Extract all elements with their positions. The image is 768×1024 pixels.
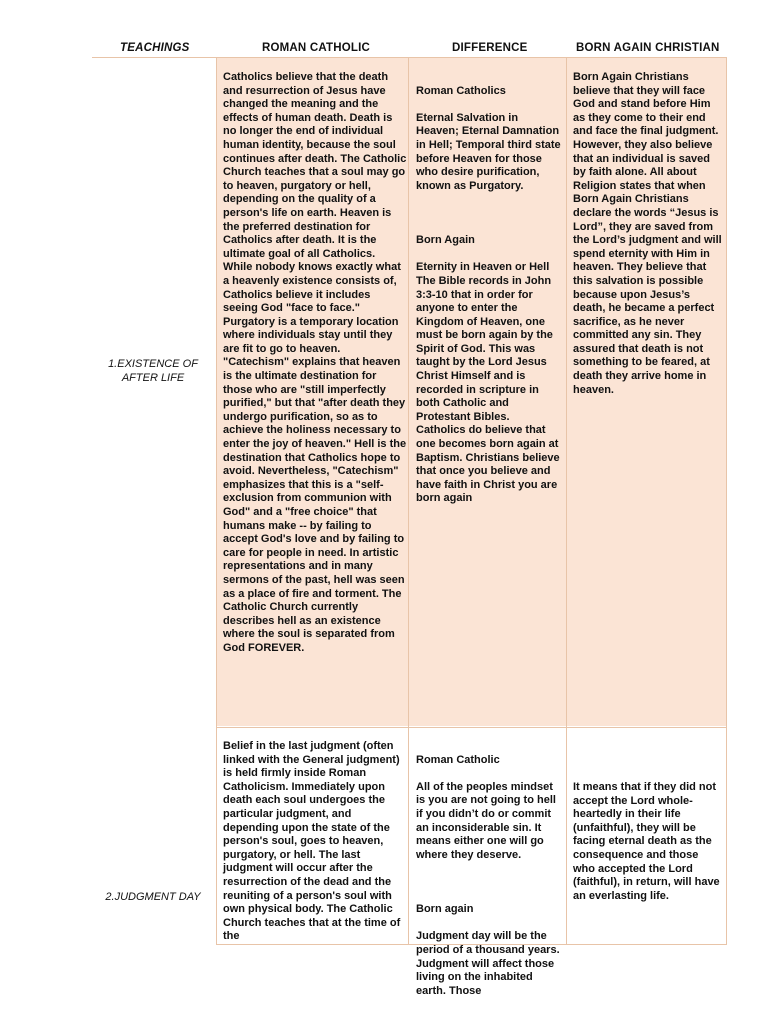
header-roman-catholic: ROMAN CATHOLIC <box>262 42 370 54</box>
row-label-judgment-day: 2.JUDGMENT DAY <box>105 891 201 903</box>
row2-diff-rc-text: All of the peoples mindset is you are not going to hell if you didn’t do or commit an inconsiderable sin. It means either one will go where they deserve. <box>416 780 556 861</box>
row1-diff-rc-text: Eternal Salvation in Heaven; Eternal Damnation in Hell; Temporal third state before Heaven for those who desire purification, known as Purgatory. <box>416 111 561 192</box>
column-divider <box>726 57 727 945</box>
row-divider <box>216 727 726 728</box>
row2-roman-catholic-text: Belief in the last judgment (often linked with the General judgment) is held firmly inside Roman Catholicism. Immediately upon death each soul undergoes the particular judgment, and depending upon the state of the person's soul, goes to heaven, purgatory, or hell. The last judgment will occur after the resurrection of the dead and the reuniting of a person's soul with own physical body. The Catholic Church teaches that at the time of the <box>223 740 401 943</box>
row2-diff-ba-title: Born again <box>416 903 474 916</box>
row-label-existence-of-after-life: 1.EXISTENCE OF AFTER LIFE <box>108 358 198 384</box>
column-divider <box>216 57 217 945</box>
table-top-border <box>92 57 726 58</box>
header-born-again: BORN AGAIN CHRISTIAN <box>576 42 720 54</box>
row1-difference-text <box>416 71 562 520</box>
row2-diff-ba-text: Judgment day will be the period of a thousand years. Judgment will affect those living on the inhabited earth. Those <box>416 930 560 997</box>
row1-diff-ba-title: Born Again <box>416 234 475 247</box>
row1-roman-catholic-text: Catholics believe that the death and resurrection of Jesus have changed the meaning and the effects of human death. Death is no longer the end of individual human identity, because the soul continues after death. The Catholic Church teaches that a soul may go to heaven, purgatory or hell, depending on the quality of a person's life on earth. Heaven is the preferred destination for Catholics after death. It is the ultimate goal of all Catholics. While nobody knows exactly what a heavenly existence consists of, Catholics believe it includes seeing God "face to face." Purgatory is a temporary location where individuals stay until they are fit to go to heaven. "Catechism" explains that heaven is the ultimate destination for those who are "still imperfectly purified," but that "after death they undergo purification, so as to achieve the holiness necessary to enter the joy of heaven." Hell is the destination that Catholics hope to avoid. Nevertheless, "Catechism" emphasizes that this is a "self-exclusion from communion with God" and a "free choice" that humans make -- by failing to accept God's love and by failing to care for people in need. In artistic representations and in many sermons of the past, hell was seen as a place of fire and torment. The Catholic Church currently describes hell as an existence where the soul is separated from God FOREVER. <box>223 71 407 654</box>
row1-diff-ba-text: Eternity in Heaven or Hell The Bible records in John 3:3-10 that in order for anyone to enter the Kingdom of Heaven, one must be born again by the Spirit of God. This was taught by the Lord Jesus Christ Himself and is recorded in scripture in both Catholic and Protestant Bibles. Catholics do believe that one becomes born again at Baptism. Christians believe that once you believe and have faith in Christ you are born again <box>416 261 560 505</box>
row2-diff-rc-title: Roman Catholic <box>416 753 500 766</box>
row1-diff-rc-title: Roman Catholics <box>416 84 506 97</box>
column-divider <box>408 57 409 945</box>
row2-born-again-text: It means that if they did not accept the Lord whole-heartedly in their life (unfaithful), they will be facing eternal death as the consequence and those who accepted the Lord (faithful), in return, will have an everlasting life. <box>573 781 720 902</box>
row1-born-again-text: Born Again Christians believe that they will face God and stand before Him as they come to their end and face the final judgment. However, they also believe that an individual is saved by faith alone. All about Religion states that when Born Again Christians declare the words “Jesus is Lord”, they are saved from the Lord’s judgment and will spend eternity with Him in heaven. They believe that this salvation is possible because upon Jesus’s death, he became a perfect sacrifice, as he never committed any sin. They assured that death is not something to be feared, at death they arrive home in heaven. <box>573 71 722 396</box>
header-difference: DIFFERENCE <box>452 42 528 54</box>
column-divider <box>566 57 567 945</box>
header-teachings: TEACHINGS <box>120 42 190 54</box>
row2-difference-text <box>416 740 562 1012</box>
